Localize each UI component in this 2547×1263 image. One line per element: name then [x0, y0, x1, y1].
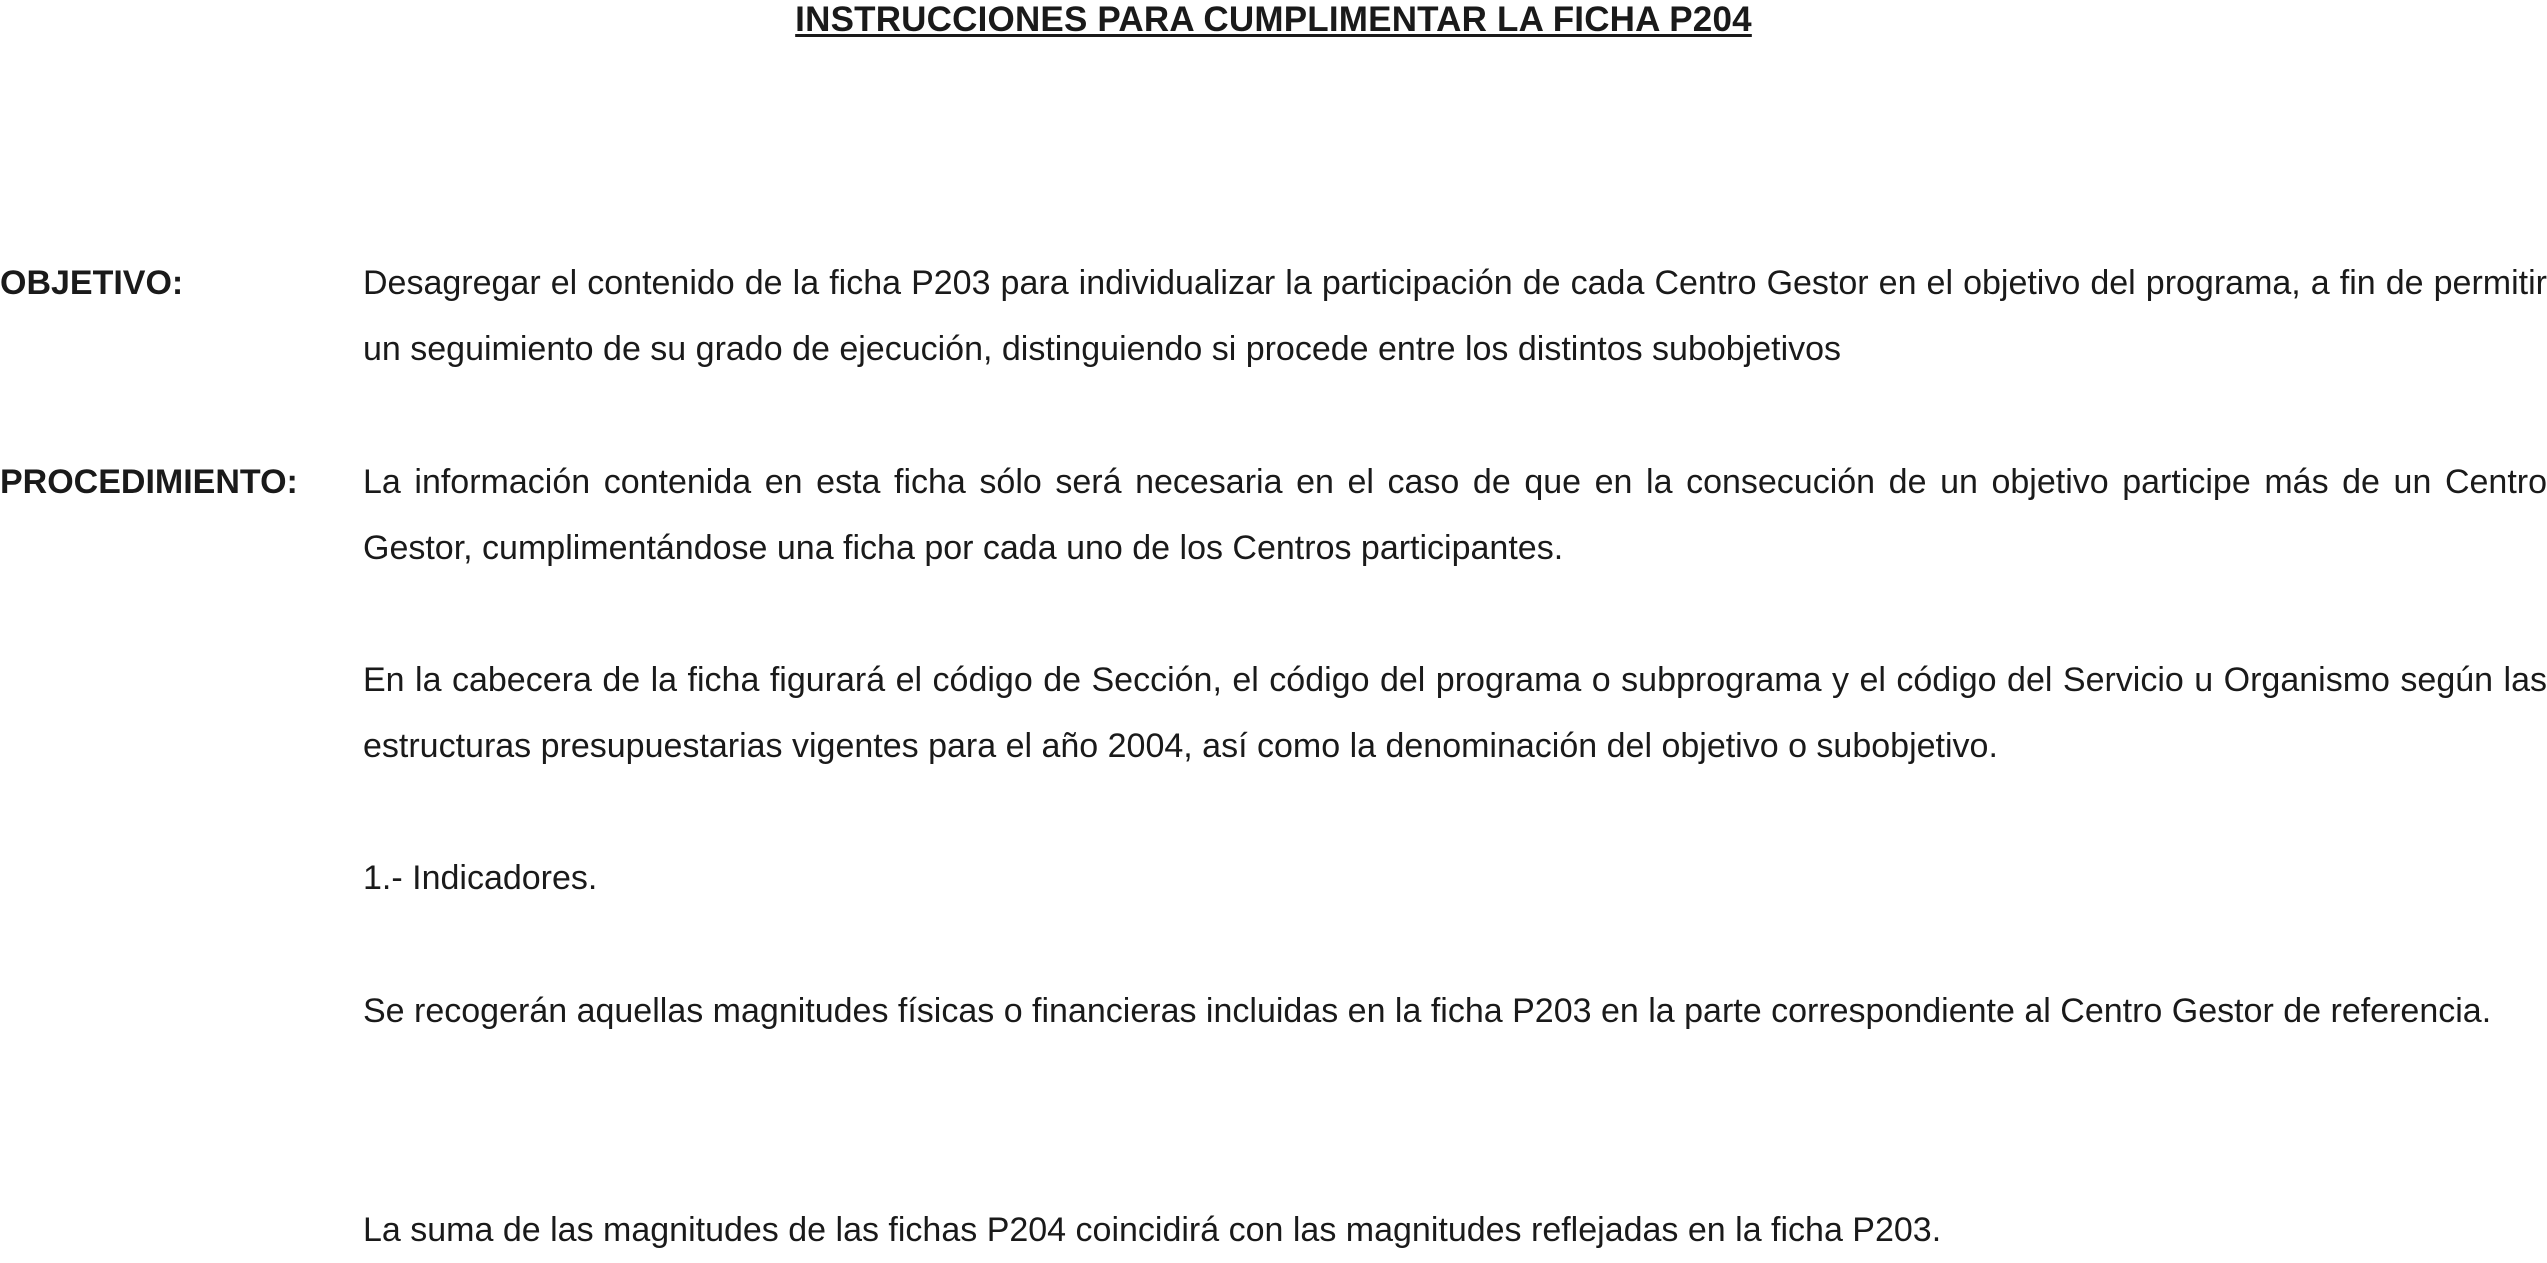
procedimiento-paragraph-4: La suma de las magnitudes de las fichas P204 coincidirá con las magnitudes reflejadas en la ficha P203.: [363, 1211, 1942, 1249]
document-title: INSTRUCCIONES PARA CUMPLIMENTAR LA FICHA P204: [795, 0, 1752, 39]
procedimiento-label: PROCEDIMIENTO:: [0, 463, 298, 501]
procedimiento-paragraph-1: La información contenida en esta ficha sólo será necesaria en el caso de que en la consecución de un objetivo participe más de un Centro Gestor, cumplimentándose una ficha por cada uno de los Centros participantes.: [363, 463, 2547, 567]
indicadores-heading: 1.- Indicadores.: [363, 859, 598, 897]
procedimiento-paragraph-2: En la cabecera de la ficha figurará el código de Sección, el código del programa o subprograma y el código del Servicio u Organismo según las estructuras presupuestarias vigentes para el año 2004, así como la denominación del objetivo o subobjetivo.: [363, 661, 2547, 765]
objetivo-label: OBJETIVO:: [0, 264, 184, 302]
procedimiento-paragraph-3: Se recogerán aquellas magnitudes físicas o financieras incluidas en la ficha P203 en la parte correspondiente al Centro Gestor de referencia.: [363, 992, 2492, 1030]
objetivo-text: Desagregar el contenido de la ficha P203 para individualizar la participación de cada Centro Gestor en el objetivo del programa, a fin de permitir un seguimiento de su grado de ejecución, distinguiendo si procede entre los distintos subobjetivos: [363, 264, 2547, 368]
